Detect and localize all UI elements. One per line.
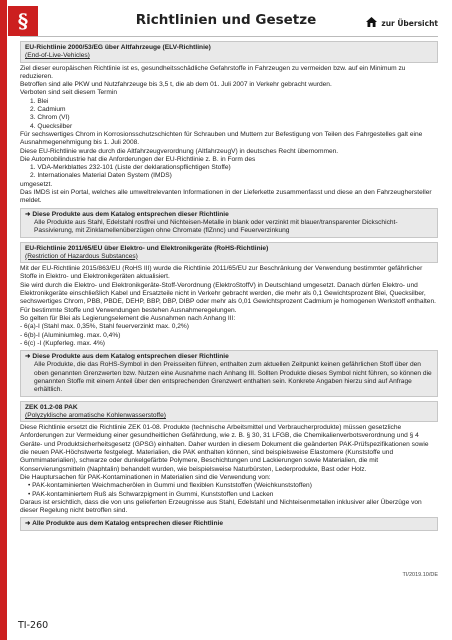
- rohs-paragraph-1: Mit der EU-Richtlinie 2015/863/EU (RoHS III) wurde die Richtlinie 2011/65/EU zur Beschränkung der Verwendung bestimmter gefährlicher Stoffe in Elektro- und Elektronikgeräten aktualisiert.: [20, 265, 423, 281]
- rohs-note-body: Alle Produkte, die das RoHS-Symbol in den Preisseiten führen, enthalten zum aktuellen Zeitpunkt keinen gefährlichen Stoff über den oben genannten Grenzwerten bzw. Nutzen eine Ausnahme nach Anhang III. Sollten Produkte dieses Symbol nicht führen, so können die genannten Stoffe mit einem Anteil über den entsprechenden Grenzwert enthalten sein. Konkrete Angaben hierzu sind auf Anfrage erhältlich.: [34, 361, 432, 394]
- zek-paragraph-1: Diese Richtlinie ersetzt die Richtlinie ZEK 01-08. Produkte (technische Arbeitsmittel und Verbraucherprodukte) müssen gesetzliche Anforderungen zur Vermeidung einer gesundheitlichen Gefährdung, wie z. B. § 30, 31 LFGB, die Chemikalienverbotsverordnung und § 4 Geräte- und Produktsicherheitsgesetz (GPSG) einhalten. Daher wurden in diesem Dokument die geänderten PAK-Prüfspezifikationen sowie die neuen PAK-Höchstwerte festgelegt. Materialien, die PAK enthalten können, sind beispielsweise Elastomere (Kunststoffe und Gummimaterialien), schwarze oder dunkelgefärbte Polymere, Beschichtungen und Lackierungen sowie Materialien, die mit Konservierungsmitteln (Naphtalin) behandelt wurden, wie beispielsweise Naturbürsten, Lederprodukte, Bast oder Holz.: [20, 424, 429, 473]
- overview-label: zur Übersicht: [381, 19, 438, 28]
- elv-note-heading: [25, 211, 433, 219]
- zek-note-title: Alle Produkte aus dem Katalog entsprechen dieser Richtlinie: [32, 520, 224, 528]
- list-item: 1. Blei: [30, 97, 49, 105]
- rohs-paragraph-2: Sie wird durch die Elektro- und Elektronikgeräte-Stoff-Verordnung (ElektroStoffV) in Deutschland umgesetzt. Danach dürfen Elektro- und Elektronikgeräte einschließlich Kabel und Ersatzteile nicht in Verkehr gebracht werden, die mehr als 0,1 Gewichtsprozent Blei, Quecksilber, sechswertiges Chrom, PBB, PBDE, DEHP, BBP, DBP, DIBP oder mehr als 0,01 Gewichtsprozent Cadmium je homogenen Werkstoff enthalten. Für bestimmte Stoffe und Verwendungen bestehen Ausnahmeregelungen.: [20, 281, 436, 314]
- page-content: [20, 40, 438, 535]
- elv-note-body: Alle Produkte aus Stahl, Edelstahl rostfrei und Nichteisen-Metalle in blank oder verzinkt mit blauer/transparenter Dickschicht-Passivierung, mit Zinklamellenüberzügen ohne Chromate (flZnnc) und Feuerverzinkung: [34, 218, 398, 235]
- section-header-rohs: [20, 242, 438, 264]
- paragraph-logo-icon: §: [8, 6, 38, 36]
- rohs-paragraph-3: So gelten für Blei als Legierungselement die Ausnahmen nach Anhang III:: [20, 314, 236, 322]
- page-number: TI-260: [18, 620, 49, 631]
- arrow-right-icon: ➜: [25, 353, 31, 361]
- elv-heading: EU-Richtlinie 2000/53/EG über Altfahrzeuge (ELV-Richtlinie): [25, 44, 211, 51]
- elv-paragraph-5: Diese EU-Richtlinie wurde durch die Altfahrzeugverordnung (AltfahrzeugV) in deutsches Recht übernommen.: [20, 147, 339, 155]
- list-item: 4. Quecksilber: [30, 122, 73, 130]
- zek-paragraph-3: Daraus ist ersichtlich, dass die von uns gelieferten Erzeugnisse aus Stahl, Edelstahl und Nichteisenmetallen inklusiver aller Überzüge von dieser Regelung nicht betroffen sind.: [20, 498, 422, 515]
- document-code: TI/2019.10/DE: [402, 572, 438, 578]
- elv-substance-list: [20, 98, 438, 131]
- list-item: 1. VDA-Merkblattes 232-101 (Liste der deklarationspflichtigen Stoffe): [30, 164, 231, 172]
- list-item: • PAK-kontaminierten Weichmacherölen in Gummi und flexiblen Kunststoffen (Weichkunststoffen): [28, 482, 312, 490]
- elv-note-title: Diese Produkte aus dem Katalog entsprechen dieser Richtlinie: [32, 210, 229, 218]
- rohs-note-heading: [25, 353, 433, 361]
- rohs-heading: EU-Richtlinie 2011/65/EU über Elektro- und Elektronikgeräte (RoHS-Richtlinie): [25, 244, 269, 252]
- zek-cause-list: [20, 482, 438, 499]
- overview-link[interactable]: [365, 16, 438, 28]
- list-item: - 6(a)-I (Stahl max. 0,35%, Stahl feuerverzinkt max. 0,2%): [20, 323, 189, 331]
- elv-paragraph-1: Ziel dieser europäischen Richtlinie ist es, gesundheitsschädliche Gefahrstoffe in Fahrzeugen zu vermeiden bzw. auf ein Minimum zu reduzieren.: [20, 64, 406, 80]
- list-item: 2. Internationales Material Daten System (IMDS): [30, 172, 172, 180]
- arrow-right-icon: ➜: [25, 520, 31, 528]
- elv-paragraph-4: Für sechswertiges Chrom in Korrosionsschutzschichten für Schrauben und Muttern zur Befestigung von Teilen des Fahrgestelles galt eine Ausnahmegenehmigung bis 1. Juli 2008.: [20, 130, 423, 147]
- home-icon: [365, 16, 378, 28]
- elv-subheading: (End-of-Live-Vehicles): [25, 52, 90, 60]
- zek-note-box: [20, 517, 438, 530]
- list-item: 2. Cadmium: [30, 106, 66, 114]
- section-header-elv: [20, 41, 438, 63]
- list-item: - 6(b)-I (Aluminiumleg. max. 0,4%): [20, 331, 121, 339]
- list-item: • PAK-kontaminiertem Ruß als Schwarzpigment in Gummi, Kunststoffen und Lacken: [28, 490, 274, 498]
- rohs-exception-list: [20, 323, 438, 348]
- page-title: Richtlinien und Gesetze: [135, 12, 317, 28]
- page-edge-bar: [0, 0, 7, 640]
- zek-heading: ZEK 01.2-08 PAK: [25, 403, 78, 411]
- elv-paragraph-3: Verboten sind seit diesem Termin: [20, 89, 118, 97]
- elv-form-list: [20, 164, 438, 181]
- arrow-right-icon: ➜: [25, 210, 31, 218]
- rohs-subheading: (Restriction of Hazardous Substances): [25, 252, 138, 260]
- elv-paragraph-6: Die Automobilindustrie hat die Anforderungen der EU-Richtlinie z. B. in Form des: [20, 155, 256, 163]
- zek-note-heading: [25, 520, 433, 528]
- elv-paragraph-7: umgesetzt.: [20, 180, 53, 188]
- zek-paragraph-2: Die Hauptursachen für PAK-Kontaminationen in Materialien sind die Verwendung von:: [20, 473, 271, 481]
- elv-paragraph-2: Betroffen sind alle PKW und Nutzfahrzeuge bis 3,5 t, die ab dem 01. Juli 2007 in Verkehr gebracht wurden.: [20, 81, 332, 89]
- rohs-note-title: Diese Produkte aus dem Katalog entsprechen dieser Richtlinie: [32, 353, 229, 361]
- section-header-zek: [20, 401, 438, 423]
- rohs-note-box: [20, 350, 438, 396]
- list-item: - 6(c) -I (Kupferleg. max. 4%): [20, 339, 106, 347]
- list-item: 3. Chrom (VI): [30, 114, 70, 122]
- header-divider: [20, 36, 438, 37]
- elv-note-box: [20, 208, 438, 238]
- elv-paragraph-8: Das IMDS ist ein Portal, welches alle umweltrelevanten Informationen in der Lieferkette zusammenfasst und diese an den Fahrzeughersteller meldet.: [20, 189, 432, 205]
- zek-subheading: (Polyzyklische aromatische Kohlenwasserstoffe): [25, 411, 166, 419]
